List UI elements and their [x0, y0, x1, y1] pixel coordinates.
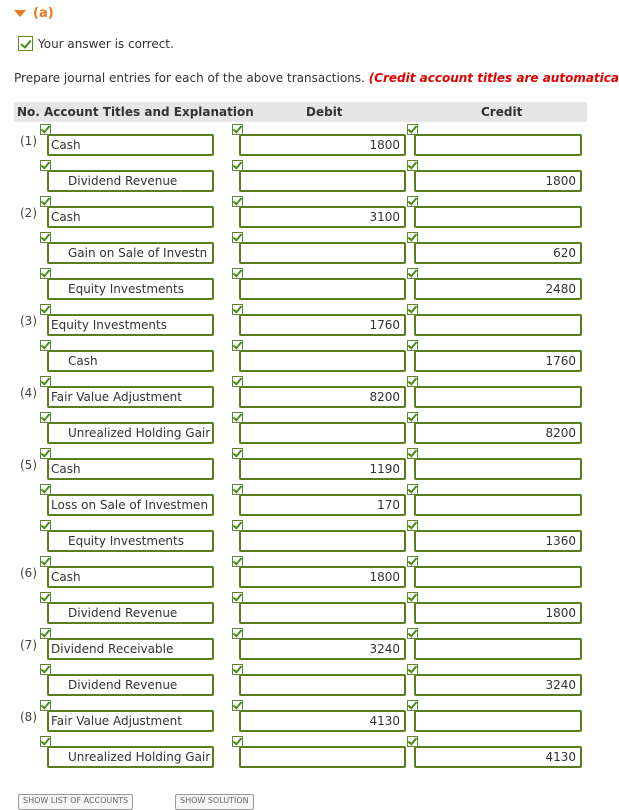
- correct-check-icon: [40, 556, 51, 567]
- credit-field[interactable]: 1360: [414, 530, 582, 552]
- credit-field[interactable]: 8200: [414, 422, 582, 444]
- credit-field[interactable]: [414, 458, 582, 480]
- correct-check-icon: [40, 664, 51, 675]
- credit-field[interactable]: 620: [414, 242, 582, 264]
- correct-check-icon: [40, 124, 51, 135]
- credit-field[interactable]: 4130: [414, 746, 582, 768]
- correct-check-icon: [407, 304, 418, 315]
- journal-row: [0, 314, 619, 340]
- correct-check-icon: [40, 196, 51, 207]
- show-list-of-accounts-button[interactable]: SHOW LIST OF ACCOUNTS: [18, 794, 133, 810]
- credit-field[interactable]: [414, 386, 582, 408]
- journal-row: [0, 458, 619, 484]
- journal-row: [0, 746, 619, 772]
- correct-check-icon: [407, 232, 418, 243]
- debit-field[interactable]: 4130: [239, 710, 406, 732]
- account-field[interactable]: Gain on Sale of Investn: [47, 242, 214, 264]
- entry-number: (2): [20, 206, 37, 220]
- correct-check-icon: [407, 556, 418, 567]
- entry-number: (1): [20, 134, 37, 148]
- account-field[interactable]: Unrealized Holding Gair: [47, 746, 214, 768]
- correct-check-icon: [40, 304, 51, 315]
- col-account-header: Account Titles and Explanation: [44, 105, 254, 119]
- collapse-triangle-icon[interactable]: [14, 10, 26, 17]
- credit-field[interactable]: [414, 206, 582, 228]
- debit-field[interactable]: 1800: [239, 566, 406, 588]
- journal-row: [0, 566, 619, 592]
- account-field[interactable]: Dividend Revenue: [47, 170, 214, 192]
- correct-check-icon: [407, 592, 418, 603]
- instructions-note: (Credit account titles are automatica: [368, 71, 619, 85]
- credit-field[interactable]: [414, 314, 582, 336]
- journal-row: [0, 494, 619, 520]
- account-field[interactable]: Fair Value Adjustment: [47, 710, 214, 732]
- col-credit-header: Credit: [481, 105, 523, 119]
- col-debit-header: Debit: [306, 105, 343, 119]
- correct-check-icon: [40, 736, 51, 747]
- correct-check-icon: [407, 160, 418, 171]
- credit-field[interactable]: 1800: [414, 170, 582, 192]
- account-field[interactable]: Equity Investments: [47, 278, 214, 300]
- journal-row: [0, 530, 619, 556]
- debit-field[interactable]: [239, 746, 406, 768]
- correct-check-icon: [407, 376, 418, 387]
- part-header[interactable]: [14, 3, 54, 23]
- journal-row: [0, 206, 619, 232]
- debit-field[interactable]: [239, 350, 406, 372]
- journal-row: [0, 602, 619, 628]
- correct-check-icon: [407, 196, 418, 207]
- account-field[interactable]: Equity Investments: [47, 314, 214, 336]
- correct-check-icon: [232, 304, 243, 315]
- journal-row: [0, 170, 619, 196]
- correct-check-icon: [40, 484, 51, 495]
- account-field[interactable]: Equity Investments: [47, 530, 214, 552]
- debit-field[interactable]: 3240: [239, 638, 406, 660]
- correct-check-icon: [40, 340, 51, 351]
- correct-check-icon: [40, 592, 51, 603]
- correct-check-icon: [40, 376, 51, 387]
- correct-check-icon: [407, 124, 418, 135]
- debit-field[interactable]: 8200: [239, 386, 406, 408]
- correct-check-icon: [18, 36, 33, 51]
- debit-field[interactable]: [239, 602, 406, 624]
- correct-check-icon: [407, 736, 418, 747]
- table-header: [14, 102, 587, 122]
- debit-field[interactable]: 1800: [239, 134, 406, 156]
- correct-check-icon: [232, 268, 243, 279]
- correct-check-icon: [232, 160, 243, 171]
- journal-row: [0, 422, 619, 448]
- correct-check-icon: [40, 520, 51, 531]
- correct-check-icon: [232, 592, 243, 603]
- debit-field[interactable]: [239, 170, 406, 192]
- credit-field[interactable]: 1800: [414, 602, 582, 624]
- credit-field[interactable]: [414, 494, 582, 516]
- account-field[interactable]: Cash: [47, 458, 214, 480]
- journal-row: [0, 278, 619, 304]
- correct-check-icon: [232, 556, 243, 567]
- entry-number: (4): [20, 386, 37, 400]
- correct-check-icon: [232, 232, 243, 243]
- account-field[interactable]: Cash: [47, 134, 214, 156]
- credit-field[interactable]: 3240: [414, 674, 582, 696]
- account-field[interactable]: Cash: [47, 206, 214, 228]
- entry-number: (8): [20, 710, 37, 724]
- correct-check-icon: [407, 628, 418, 639]
- correct-check-icon: [232, 484, 243, 495]
- journal-row: [0, 674, 619, 700]
- correct-check-icon: [232, 196, 243, 207]
- account-field[interactable]: Loss on Sale of Investmen: [47, 494, 214, 516]
- correct-check-icon: [407, 520, 418, 531]
- correct-check-icon: [407, 448, 418, 459]
- account-field[interactable]: Cash: [47, 350, 214, 372]
- correct-check-icon: [232, 340, 243, 351]
- account-field[interactable]: Dividend Receivable: [47, 638, 214, 660]
- credit-field[interactable]: 1760: [414, 350, 582, 372]
- answer-status-text: Your answer is correct.: [38, 36, 174, 51]
- entry-number: (5): [20, 458, 37, 472]
- account-field[interactable]: Unrealized Holding Gair: [47, 422, 214, 444]
- correct-check-icon: [232, 412, 243, 423]
- journal-row: [0, 242, 619, 268]
- correct-check-icon: [232, 700, 243, 711]
- credit-field[interactable]: [414, 710, 582, 732]
- credit-field[interactable]: [414, 134, 582, 156]
- journal-row: [0, 386, 619, 412]
- debit-field[interactable]: [239, 422, 406, 444]
- debit-field[interactable]: 170: [239, 494, 406, 516]
- debit-field[interactable]: [239, 278, 406, 300]
- correct-check-icon: [407, 340, 418, 351]
- correct-check-icon: [232, 448, 243, 459]
- correct-check-icon: [407, 700, 418, 711]
- account-field[interactable]: Cash: [47, 566, 214, 588]
- entry-number: (6): [20, 566, 37, 580]
- correct-check-icon: [40, 448, 51, 459]
- instructions: [14, 71, 619, 85]
- correct-check-icon: [232, 628, 243, 639]
- correct-check-icon: [40, 628, 51, 639]
- correct-check-icon: [232, 736, 243, 747]
- correct-check-icon: [232, 520, 243, 531]
- instructions-text: Prepare journal entries for each of the above transactions.: [14, 71, 365, 85]
- correct-check-icon: [407, 484, 418, 495]
- debit-field[interactable]: 3100: [239, 206, 406, 228]
- correct-check-icon: [40, 268, 51, 279]
- journal-row: [0, 134, 619, 160]
- credit-field[interactable]: [414, 566, 582, 588]
- correct-check-icon: [40, 160, 51, 171]
- show-solution-button[interactable]: SHOW SOLUTION: [175, 794, 254, 810]
- account-field[interactable]: Dividend Revenue: [47, 602, 214, 624]
- correct-check-icon: [407, 268, 418, 279]
- account-field[interactable]: Dividend Revenue: [47, 674, 214, 696]
- journal-row: [0, 350, 619, 376]
- answer-status: [18, 36, 174, 51]
- correct-check-icon: [40, 412, 51, 423]
- col-no-header: No.: [17, 105, 40, 119]
- debit-field[interactable]: 1190: [239, 458, 406, 480]
- debit-field[interactable]: [239, 530, 406, 552]
- entry-number: (3): [20, 314, 37, 328]
- part-label: (a): [33, 5, 54, 21]
- correct-check-icon: [232, 124, 243, 135]
- correct-check-icon: [40, 700, 51, 711]
- credit-field[interactable]: 2480: [414, 278, 582, 300]
- entry-number: (7): [20, 638, 37, 652]
- debit-field[interactable]: [239, 674, 406, 696]
- debit-field[interactable]: [239, 242, 406, 264]
- account-field[interactable]: Fair Value Adjustment: [47, 386, 214, 408]
- correct-check-icon: [407, 412, 418, 423]
- journal-row: [0, 638, 619, 664]
- correct-check-icon: [232, 376, 243, 387]
- journal-row: [0, 710, 619, 736]
- debit-field[interactable]: 1760: [239, 314, 406, 336]
- correct-check-icon: [40, 232, 51, 243]
- correct-check-icon: [407, 664, 418, 675]
- correct-check-icon: [232, 664, 243, 675]
- credit-field[interactable]: [414, 638, 582, 660]
